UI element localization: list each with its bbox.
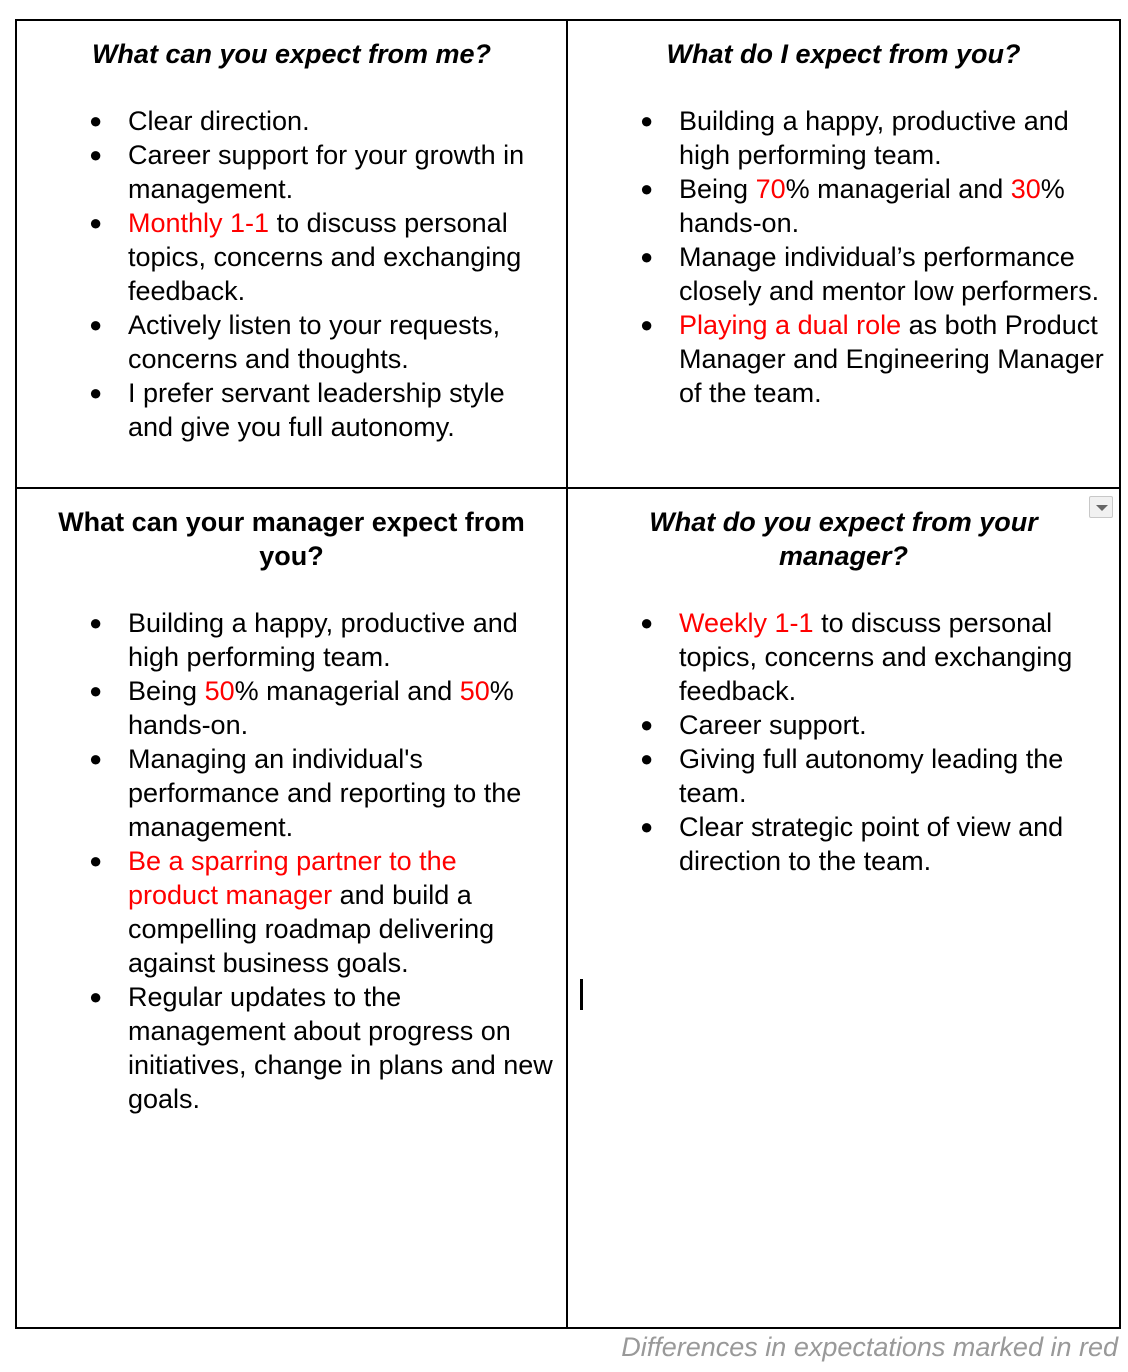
bullet-icon: ● <box>89 984 103 1009</box>
list-item <box>37 844 554 980</box>
list-item <box>588 240 1107 308</box>
item-text: Giving full autonomy leading the team. <box>679 744 1064 808</box>
item-text: Manage individual’s performance closely and mentor low performers. <box>679 242 1100 306</box>
list-item <box>588 104 1107 172</box>
highlighted-text: 50 <box>459 676 490 706</box>
bullet-list <box>588 606 1107 878</box>
bullet-icon: ● <box>89 312 103 337</box>
bullet-icon: ● <box>89 848 103 873</box>
bullet-list <box>588 104 1107 410</box>
item-text: and build a compelling roadmap delivering against business goals. <box>128 880 495 978</box>
list-item <box>37 376 554 444</box>
cell-you-expect-from-manager[interactable] <box>568 489 1119 1327</box>
item-text: Managing an individual's performance and reporting to the management. <box>128 744 522 842</box>
bullet-icon: ● <box>640 244 654 269</box>
cell-dropdown-icon[interactable] <box>1089 496 1113 518</box>
item-text: Career support. <box>679 710 867 740</box>
bullet-icon: ● <box>89 746 103 771</box>
list-item <box>588 742 1107 810</box>
item-text: Actively listen to your requests, concerns and thoughts. <box>128 310 501 374</box>
list-item <box>588 708 1107 742</box>
bullet-icon: ● <box>640 610 654 635</box>
bullet-icon: ● <box>89 678 103 703</box>
list-item <box>588 308 1107 410</box>
list-item <box>37 104 554 138</box>
bullet-icon: ● <box>640 746 654 771</box>
item-text: Building a happy, productive and high performing team. <box>679 106 1069 170</box>
cell-manager-expects-from-you[interactable] <box>17 489 568 1327</box>
highlighted-text: Monthly 1-1 <box>128 208 270 238</box>
list-item <box>37 674 554 742</box>
highlighted-text: Be a sparring partner to the product manager <box>128 846 457 910</box>
expectations-table <box>15 19 1121 1329</box>
item-text: Career support for your growth in management. <box>128 140 525 204</box>
bullet-icon: ● <box>89 610 103 635</box>
bullet-icon: ● <box>640 712 654 737</box>
item-text: Being <box>128 676 205 706</box>
list-item <box>37 606 554 674</box>
highlighted-text: 70 <box>755 174 786 204</box>
cell-heading: What can your manager expect from you? <box>58 507 525 571</box>
list-item <box>37 742 554 844</box>
text-cursor <box>580 979 583 1010</box>
bullet-list <box>37 606 554 1116</box>
cell-heading: What do you expect from your manager? <box>649 507 1038 571</box>
bullet-icon: ● <box>89 142 103 167</box>
item-text: Clear direction. <box>128 106 310 136</box>
list-item <box>37 206 554 308</box>
highlighted-text: 30 <box>1010 174 1041 204</box>
list-item <box>588 810 1107 878</box>
bullet-icon: ● <box>89 380 103 405</box>
item-text: Clear strategic point of view and direction to the team. <box>679 812 1064 876</box>
bullet-icon: ● <box>640 312 654 337</box>
bullet-list <box>37 104 554 444</box>
cell-expect-from-me[interactable] <box>17 21 568 489</box>
bullet-icon: ● <box>89 108 103 133</box>
item-text: Building a happy, productive and high performing team. <box>128 608 518 672</box>
cell-expect-from-you[interactable] <box>568 21 1119 489</box>
item-text: Being <box>679 174 756 204</box>
list-item <box>37 138 554 206</box>
list-item <box>588 606 1107 708</box>
cell-heading: What do I expect from you? <box>666 39 1021 69</box>
item-text: to discuss personal topics, concerns and exchanging feedback. <box>679 608 1073 706</box>
bullet-icon: ● <box>640 814 654 839</box>
highlighted-text: Playing a dual role <box>679 310 902 340</box>
highlighted-text: 50 <box>204 676 235 706</box>
bullet-icon: ● <box>640 108 654 133</box>
item-text: % hands-on. <box>128 676 514 740</box>
item-text: % managerial and <box>234 676 460 706</box>
item-text: % managerial and <box>785 174 1011 204</box>
item-text: % hands-on. <box>679 174 1065 238</box>
item-text: I prefer servant leadership style and give you full autonomy. <box>128 378 505 442</box>
list-item <box>37 980 554 1116</box>
item-text: as both Product Manager and Engineering Manager of the team. <box>679 310 1104 408</box>
list-item <box>37 308 554 376</box>
item-text: Regular updates to the management about progress on initiatives, change in plans and new goals. <box>128 982 553 1114</box>
bullet-icon: ● <box>640 176 654 201</box>
bullet-icon: ● <box>89 210 103 235</box>
caption: Differences in expectations marked in red <box>621 1332 1118 1362</box>
item-text: to discuss personal topics, concerns and exchanging feedback. <box>128 208 522 306</box>
list-item <box>588 172 1107 240</box>
cell-heading: What can you expect from me? <box>91 39 492 69</box>
highlighted-text: Weekly 1-1 <box>679 608 814 638</box>
